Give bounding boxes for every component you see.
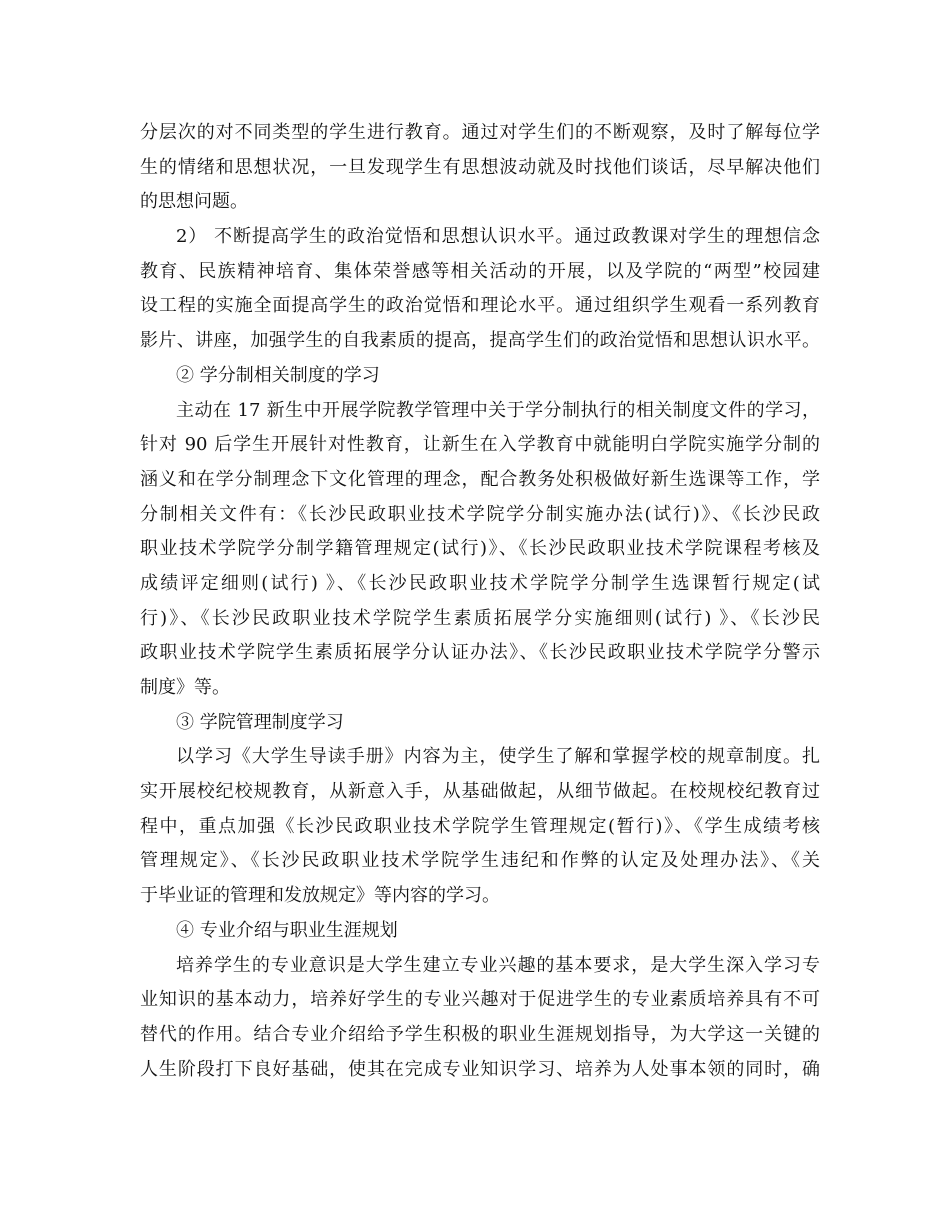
paragraph-line: 管理规定》、《长沙民政职业技术学院学生违纪和作弊的认定及处理办法》、《关 <box>140 850 820 872</box>
paragraph-line: 主动在 17 新生中开展学院教学管理中关于学分制执行的相关制度文件的学习， <box>176 399 820 421</box>
paragraph-line: 成绩评定细则(试行) 》、《长沙民政职业技术学院学分制学生选课暂行规定(试 <box>140 572 820 594</box>
section-heading: ④ 专业介绍与职业生涯规划 <box>176 919 398 941</box>
section-heading: ② 学分制相关制度的学习 <box>176 364 380 386</box>
paragraph-line: 业知识的基本动力，培养好学生的专业兴趣对于促进学生的专业素质培养具有不可 <box>140 989 820 1011</box>
paragraph-line: 影片、讲座，加强学生的自我素质的提高，提高学生们的政治觉悟和思想认识水平。 <box>140 330 820 352</box>
paragraph-line: 于毕业证的管理和发放规定》等内容的学习。 <box>140 885 500 907</box>
paragraph-line: 替代的作用。结合专业介绍给予学生积极的职业生涯规划指导，为大学这一关键的 <box>140 1023 820 1045</box>
section-heading: ③ 学院管理制度学习 <box>176 711 344 733</box>
paragraph-line: 2） 不断提高学生的政治觉悟和思想认识水平。通过政教课对学生的理想信念 <box>176 226 820 248</box>
paragraph-line: 制度》等。 <box>140 677 230 698</box>
paragraph-line: 行)》、《长沙民政职业技术学院学生素质拓展学分实施细则(试行) 》、《长沙民 <box>140 607 820 629</box>
paragraph-line: 职业技术学院学分制学籍管理规定(试行)》、《长沙民政职业技术学院课程考核及 <box>140 538 820 560</box>
paragraph-line: 的思想问题。 <box>140 191 248 213</box>
paragraph-line: 实开展校纪校规教育，从新意入手，从基础做起，从细节做起。在校规校纪教育过 <box>140 781 820 803</box>
paragraph-line: 分层次的对不同类型的学生进行教育。通过对学生们的不断观察，及时了解每位学 <box>140 122 820 143</box>
paragraph-line: 人生阶段打下良好基础，使其在完成专业知识学习、培养为人处事本领的同时，确 <box>140 1058 820 1080</box>
paragraph-line: 设工程的实施全面提高学生的政治觉悟和理论水平。通过组织学生观看一系列教育 <box>140 295 820 317</box>
paragraph-line: 政职业技术学院学生素质拓展学分认证办法》、《长沙民政职业技术学院学分警示 <box>140 642 820 664</box>
paragraph-line: 培养学生的专业意识是大学生建立专业兴趣的基本要求，是大学生深入学习专 <box>176 954 820 976</box>
document-body <box>140 116 820 1087</box>
paragraph-line: 以学习《大学生导读手册》内容为主，使学生了解和掌握学校的规章制度。扎 <box>176 746 820 768</box>
paragraph-line: 涵义和在学分制理念下文化管理的理念，配合教务处积极做好新生选课等工作，学 <box>140 468 820 490</box>
paragraph-line: 分制相关文件有：《长沙民政职业技术学院学分制实施办法(试行)》、《长沙民政 <box>140 503 820 525</box>
paragraph-line: 教育、民族精神培育、集体荣誉感等相关活动的开展，以及学院的“两型”校园建 <box>140 260 820 282</box>
paragraph-line: 程中，重点加强《长沙民政职业技术学院学生管理规定(暂行)》、《学生成绩考核 <box>140 815 820 837</box>
paragraph-line: 生的情绪和思想状况，一旦发现学生有思想波动就及时找他们谈话，尽早解决他们 <box>140 156 820 178</box>
paragraph-line: 针对 90 后学生开展针对性教育，让新生在入学教育中就能明白学院实施学分制的 <box>140 434 820 456</box>
